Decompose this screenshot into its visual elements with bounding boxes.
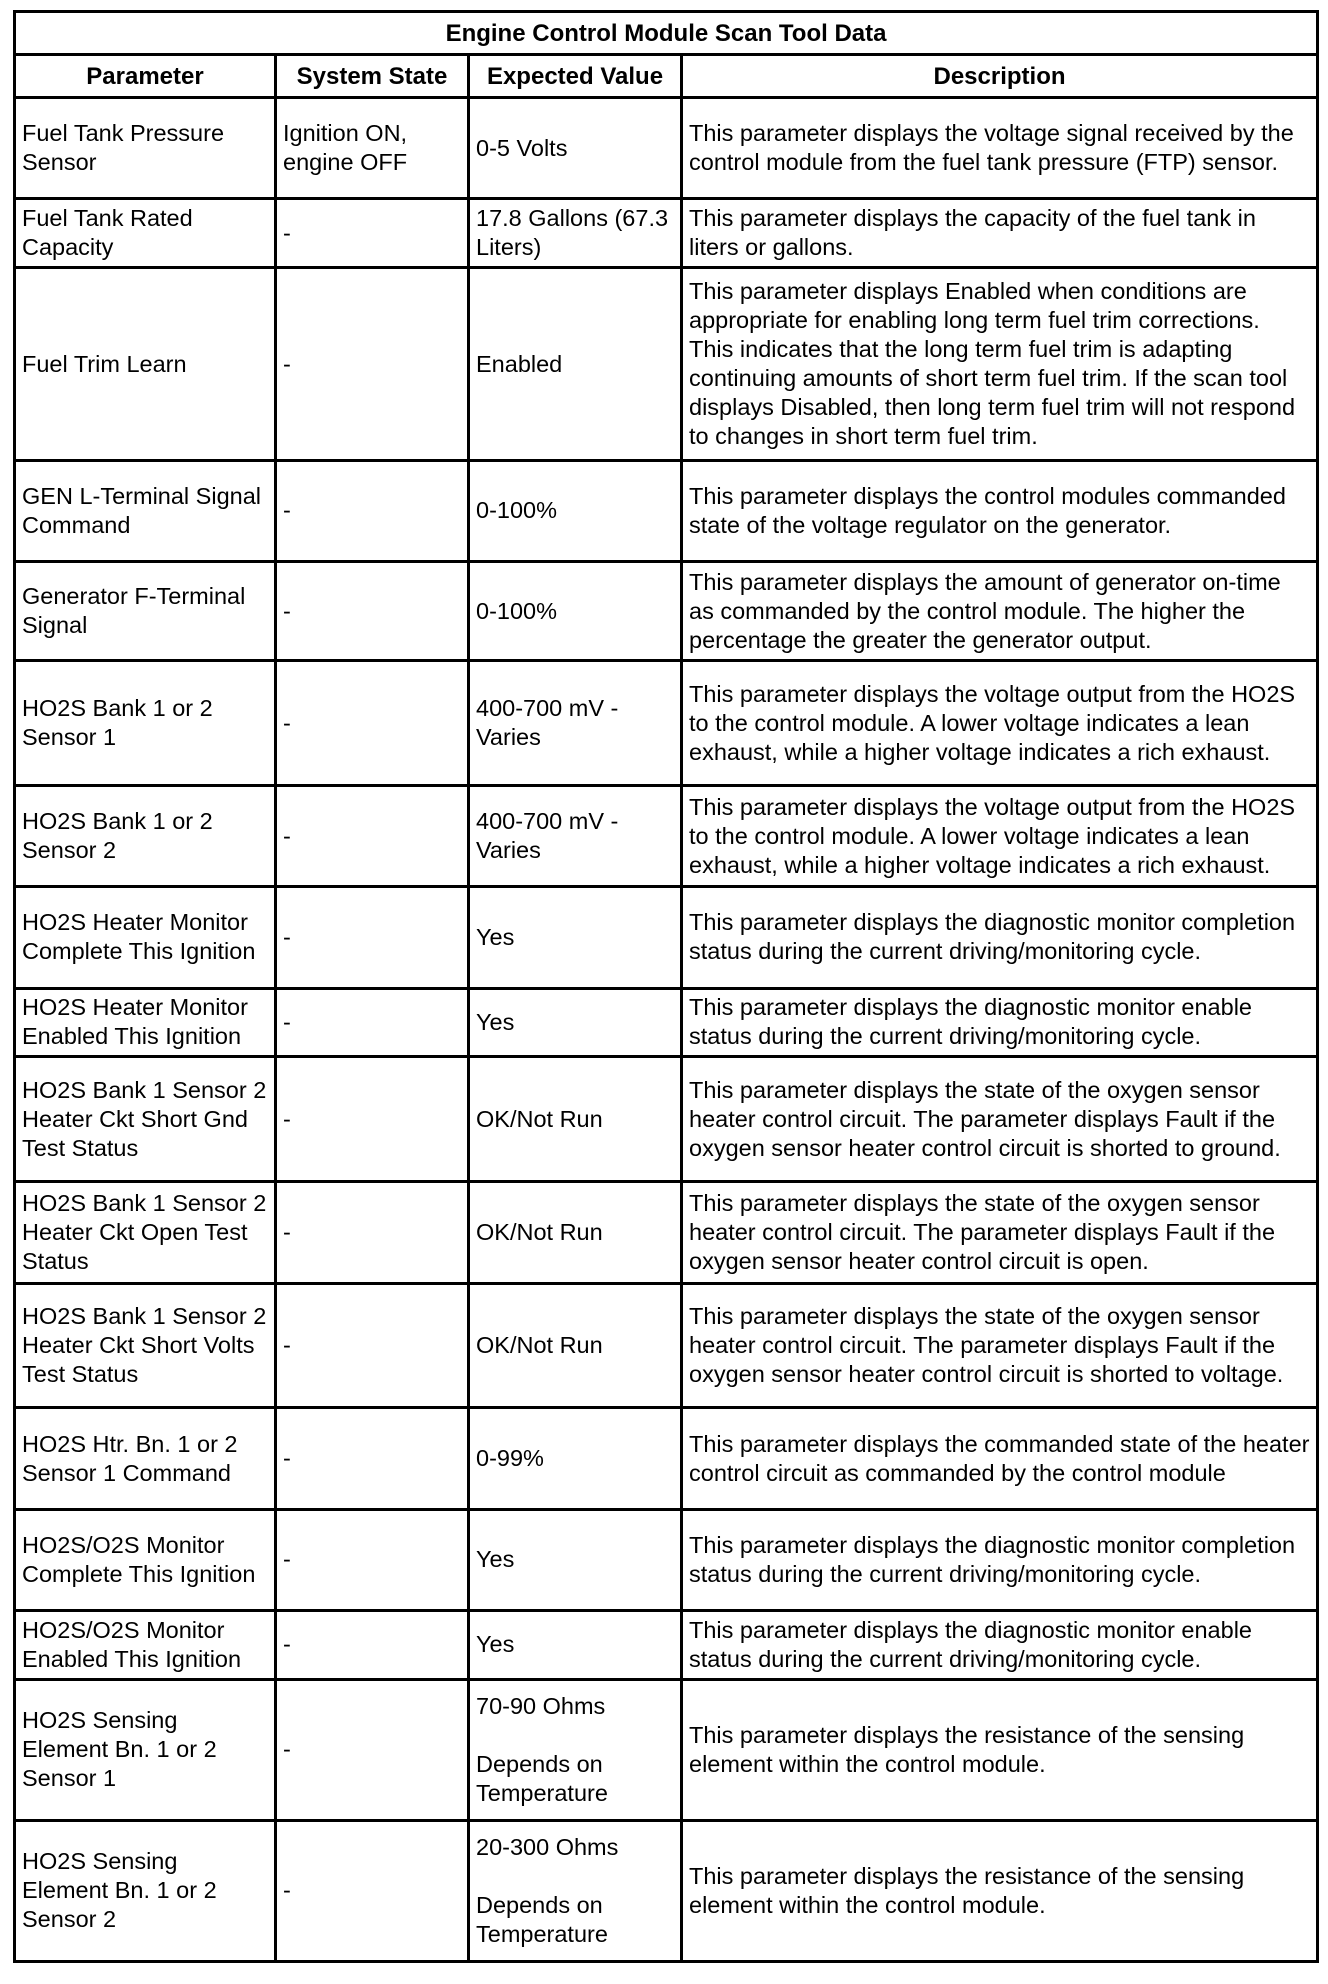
table-row: [15, 1509, 1318, 1610]
cell-parameter: HO2S/O2S Monitor Complete This Ignition: [15, 1509, 276, 1610]
table-row: [15, 460, 1318, 561]
cell-description: This parameter displays the resistance of the sensing element within the control module.: [682, 1820, 1318, 1961]
cell-parameter: HO2S Sensing Element Bn. 1 or 2 Sensor 1: [15, 1679, 276, 1820]
cell-expected-value: 0-5 Volts: [469, 98, 682, 199]
cell-expected-value: OK/Not Run: [469, 1283, 682, 1408]
cell-system-state: -: [276, 1283, 469, 1408]
cell-description: This parameter displays the commanded state of the heater control circuit as commanded by the control module: [682, 1408, 1318, 1509]
cell-description: This parameter displays the capacity of the fuel tank in liters or gallons.: [682, 199, 1318, 268]
table-row: [15, 98, 1318, 199]
table-row: [15, 661, 1318, 786]
cell-expected-value: 70-90 Ohms Depends on Temperature: [469, 1679, 682, 1820]
table-row: [15, 1820, 1318, 1961]
table-row: [15, 1408, 1318, 1509]
table-row: [15, 268, 1318, 461]
cell-description: This parameter displays the voltage signal received by the control module from the fuel tank pressure (FTP) sensor.: [682, 98, 1318, 199]
cell-system-state: -: [276, 1679, 469, 1820]
table-title: Engine Control Module Scan Tool Data: [15, 12, 1318, 55]
column-header-system-state: System State: [276, 55, 469, 98]
scan-tool-data-page: [13, 10, 1316, 1963]
cell-expected-value: 400-700 mV - Varies: [469, 661, 682, 786]
cell-description: This parameter displays the voltage output from the HO2S to the control module. A lower voltage indicates a lean exhaust, while a higher voltage indicates a rich exhaust.: [682, 786, 1318, 887]
cell-parameter: HO2S Htr. Bn. 1 or 2 Sensor 1 Command: [15, 1408, 276, 1509]
cell-parameter: HO2S Bank 1 or 2 Sensor 2: [15, 786, 276, 887]
cell-description: This parameter displays the state of the oxygen sensor heater control circuit. The parameter displays Fault if the oxygen sensor heater control circuit is shorted to ground.: [682, 1057, 1318, 1182]
cell-parameter: Generator F-Terminal Signal: [15, 562, 276, 661]
cell-system-state: -: [276, 1820, 469, 1961]
cell-system-state: -: [276, 460, 469, 561]
cell-system-state: -: [276, 661, 469, 786]
table-row: [15, 199, 1318, 268]
cell-system-state: -: [276, 199, 469, 268]
table-row: [15, 887, 1318, 988]
cell-description: This parameter displays Enabled when conditions are appropriate for enabling long term fuel trim corrections. This indicates that the long term fuel trim is adapting continuing amounts of short term fuel trim. If the scan tool displays Disabled, then long term fuel trim will not respond to changes in short term fuel trim.: [682, 268, 1318, 461]
table-row: [15, 786, 1318, 887]
cell-parameter: HO2S Sensing Element Bn. 1 or 2 Sensor 2: [15, 1820, 276, 1961]
table-title-row: [15, 12, 1318, 55]
table-row: [15, 562, 1318, 661]
cell-parameter: HO2S Bank 1 Sensor 2 Heater Ckt Short Gnd Test Status: [15, 1057, 276, 1182]
cell-parameter: Fuel Tank Rated Capacity: [15, 199, 276, 268]
cell-parameter: HO2S Bank 1 or 2 Sensor 1: [15, 661, 276, 786]
cell-expected-value: OK/Not Run: [469, 1182, 682, 1283]
cell-system-state: Ignition ON, engine OFF: [276, 98, 469, 199]
cell-description: This parameter displays the diagnostic monitor enable status during the current driving/monitoring cycle.: [682, 1610, 1318, 1679]
table-header-row: [15, 55, 1318, 98]
cell-system-state: -: [276, 1408, 469, 1509]
cell-expected-value: Yes: [469, 988, 682, 1057]
cell-parameter: HO2S Heater Monitor Enabled This Ignition: [15, 988, 276, 1057]
cell-system-state: -: [276, 988, 469, 1057]
cell-expected-value: Enabled: [469, 268, 682, 461]
cell-expected-value: 0-100%: [469, 562, 682, 661]
table-row: [15, 988, 1318, 1057]
table-row: [15, 1610, 1318, 1679]
table-row: [15, 1057, 1318, 1182]
cell-system-state: -: [276, 268, 469, 461]
column-header-description: Description: [682, 55, 1318, 98]
cell-description: This parameter displays the control modules commanded state of the voltage regulator on the generator.: [682, 460, 1318, 561]
column-header-expected-value: Expected Value: [469, 55, 682, 98]
column-header-parameter: Parameter: [15, 55, 276, 98]
table-row: [15, 1283, 1318, 1408]
cell-description: This parameter displays the diagnostic monitor enable status during the current driving/monitoring cycle.: [682, 988, 1318, 1057]
cell-parameter: GEN L-Terminal Signal Command: [15, 460, 276, 561]
cell-system-state: -: [276, 887, 469, 988]
scan-tool-data-table: [13, 10, 1319, 1963]
cell-parameter: HO2S/O2S Monitor Enabled This Ignition: [15, 1610, 276, 1679]
cell-parameter: HO2S Heater Monitor Complete This Ignition: [15, 887, 276, 988]
cell-expected-value: Yes: [469, 1610, 682, 1679]
cell-parameter: HO2S Bank 1 Sensor 2 Heater Ckt Short Volts Test Status: [15, 1283, 276, 1408]
cell-expected-value: OK/Not Run: [469, 1057, 682, 1182]
cell-parameter: Fuel Tank Pressure Sensor: [15, 98, 276, 199]
cell-description: This parameter displays the resistance of the sensing element within the control module.: [682, 1679, 1318, 1820]
cell-expected-value: 0-100%: [469, 460, 682, 561]
cell-expected-value: 17.8 Gallons (67.3 Liters): [469, 199, 682, 268]
cell-description: This parameter displays the diagnostic monitor completion status during the current driving/monitoring cycle.: [682, 887, 1318, 988]
cell-expected-value: 400-700 mV - Varies: [469, 786, 682, 887]
table-row: [15, 1182, 1318, 1283]
table-row: [15, 1679, 1318, 1820]
cell-description: This parameter displays the diagnostic monitor completion status during the current driving/monitoring cycle.: [682, 1509, 1318, 1610]
cell-system-state: -: [276, 1182, 469, 1283]
cell-expected-value: Yes: [469, 887, 682, 988]
cell-description: This parameter displays the state of the oxygen sensor heater control circuit. The parameter displays Fault if the oxygen sensor heater control circuit is shorted to voltage.: [682, 1283, 1318, 1408]
cell-description: This parameter displays the amount of generator on-time as commanded by the control module. The higher the percentage the greater the generator output.: [682, 562, 1318, 661]
cell-system-state: -: [276, 562, 469, 661]
cell-system-state: -: [276, 1610, 469, 1679]
cell-system-state: -: [276, 1057, 469, 1182]
cell-parameter: HO2S Bank 1 Sensor 2 Heater Ckt Open Test Status: [15, 1182, 276, 1283]
cell-parameter: Fuel Trim Learn: [15, 268, 276, 461]
cell-expected-value: 20-300 Ohms Depends on Temperature: [469, 1820, 682, 1961]
cell-system-state: -: [276, 1509, 469, 1610]
cell-expected-value: 0-99%: [469, 1408, 682, 1509]
cell-system-state: -: [276, 786, 469, 887]
cell-expected-value: Yes: [469, 1509, 682, 1610]
cell-description: This parameter displays the state of the oxygen sensor heater control circuit. The parameter displays Fault if the oxygen sensor heater control circuit is open.: [682, 1182, 1318, 1283]
cell-description: This parameter displays the voltage output from the HO2S to the control module. A lower voltage indicates a lean exhaust, while a higher voltage indicates a rich exhaust.: [682, 661, 1318, 786]
